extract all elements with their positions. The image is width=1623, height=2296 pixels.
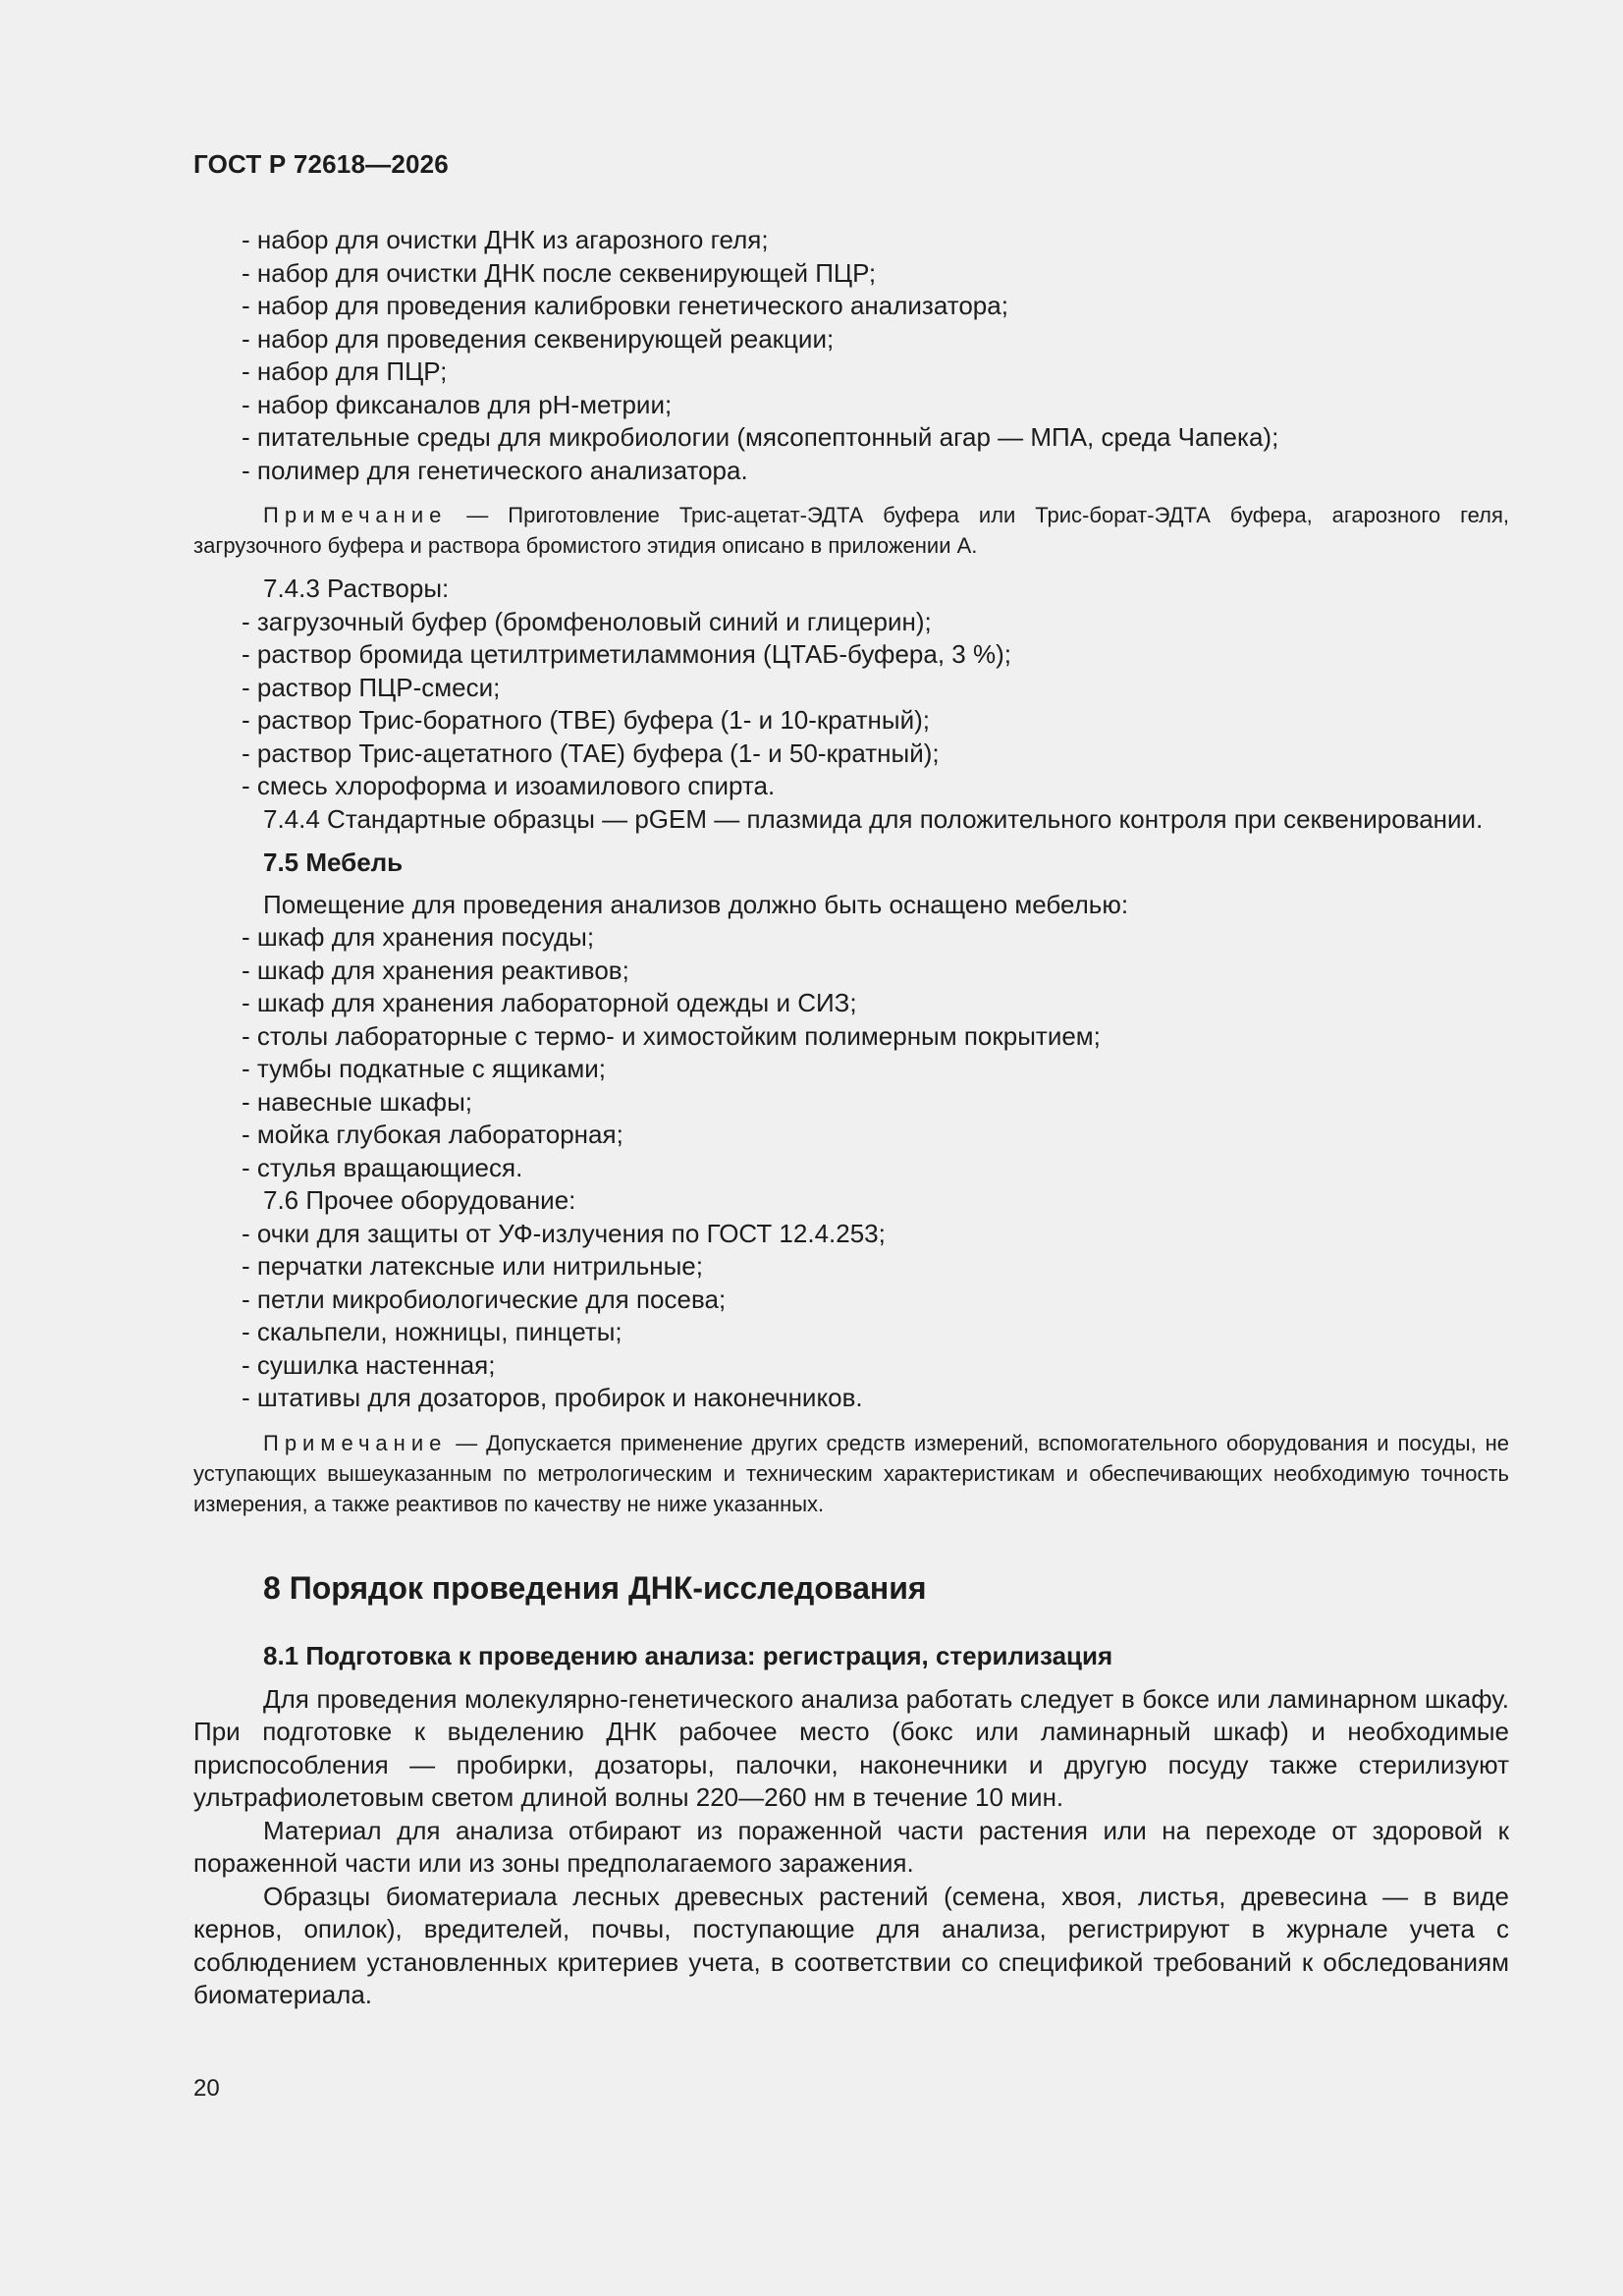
list-item: - полимер для генетического анализатора. xyxy=(242,455,748,485)
list-item: - набор для проведения секвенирующей реакции; xyxy=(242,323,835,354)
note-buffers xyxy=(193,500,1509,561)
note-dash: — xyxy=(447,503,509,527)
section-7-5-intro: Помещение для проведения анализов должно быть оснащено мебелью: xyxy=(263,889,1129,919)
list-item: - набор для очистки ДНК из агарозного геля; xyxy=(242,225,769,254)
list-item: - шкаф для хранения посуды; xyxy=(242,922,595,952)
list-item: - очки для защиты от УФ-излучения по ГОСТ 12.4.253; xyxy=(242,1218,886,1248)
section-8-1-heading: 8.1 Подготовка к проведению анализа: регистрация, стерилизация xyxy=(263,1641,1113,1670)
list-item: - питательные среды для микробиологии (мясопептонный агар — МПА, среда Чапека); xyxy=(242,422,1279,452)
note-dash: — xyxy=(447,1430,487,1455)
solutions-list xyxy=(193,606,1509,803)
document-header: ГОСТ Р 72618—2026 xyxy=(193,149,449,179)
section-7-5-heading: 7.5 Мебель xyxy=(263,847,404,877)
list-item: - набор для проведения калибровки генетического анализатора; xyxy=(242,291,1008,320)
list-item: - скальпели, ножницы, пинцеты; xyxy=(242,1317,622,1346)
list-item: - раствор ПЦР-смеси; xyxy=(242,672,501,702)
list-item: - петли микробиологические для посева; xyxy=(242,1284,727,1314)
list-item: - раствор Трис-боратного (ТВЕ) буфера (1- и 10-кратный); xyxy=(242,705,930,735)
list-item: - мойка глубокая лабораторная; xyxy=(242,1120,623,1149)
paragraph: Для проведения молекулярно-генетического анализа работать следует в боксе или ламинарном шкафу. При подготовке к выделению ДНК рабочее место (бокс или ламинарный шкаф) и необходимые приспособления — пробирки, дозаторы, палочки, наконечники и другую посуду также стерилизуют ультрафиолетовым светом длиной волны 220—260 нм в течение 10 мин. xyxy=(193,1683,1509,1812)
list-item: - набор для ПЦР; xyxy=(242,356,448,386)
list-item: - набор фиксаналов для рН-метрии; xyxy=(242,389,673,419)
list-item: - загрузочный буфер (бромфеноловый синий и глицерин); xyxy=(242,606,932,636)
note-label: Примечание xyxy=(263,503,448,527)
section-8-heading: 8 Порядок проведения ДНК-исследования xyxy=(263,1569,927,1606)
list-item: - штативы для дозаторов, пробирок и наконечников. xyxy=(242,1383,863,1412)
list-item: - сушилка настенная; xyxy=(242,1349,496,1380)
list-item: - шкаф для хранения реактивов; xyxy=(242,955,629,985)
note-text: Приготовление Трис-ацетат-ЭДТА буфера или Трис-борат-ЭДТА буфера, агарозного геля, загрузочного буфера и раствора бромистого этидия описано в приложении А. xyxy=(193,503,1509,558)
section-7-4-3-heading: 7.4.3 Растворы: xyxy=(263,574,450,603)
reagent-kit-list xyxy=(193,224,1509,487)
list-item: - перчатки латексные или нитрильные; xyxy=(242,1251,703,1281)
list-item: - навесные шкафы; xyxy=(242,1086,472,1117)
list-item: - шкаф для хранения лабораторной одежды и СИЗ; xyxy=(242,988,857,1017)
list-item: - тумбы подкатные с ящиками; xyxy=(242,1054,607,1083)
list-item: - стулья вращающиеся. xyxy=(242,1152,523,1182)
section-7-4-4-paragraph: 7.4.4 Стандартные образцы — pGEM — плазмида для положительного контроля при секвенировании. xyxy=(263,803,1484,834)
furniture-list xyxy=(193,921,1509,1184)
paragraph: Образцы биоматериала лесных древесных растений (семена, хвоя, листья, древесина — в виде кернов, опилок), вредителей, почвы, поступающие для анализа, регистрируют в журнале учета с соблюдением установленных критериев учета, в соответствии со спецификой требований к обследованиям биоматериала. xyxy=(193,1881,1509,2009)
paragraph: Материал для анализа отбирают из пораженной части растения или на переходе от здоровой к пораженной части или из зоны предполагаемого заражения. xyxy=(193,1815,1509,1878)
list-item: - раствор бромида цетилтриметиламмония (ЦТАБ-буфера, 3 %); xyxy=(242,639,1011,669)
list-item: - столы лабораторные с термо- и химостойким полимерным покрытием; xyxy=(242,1020,1101,1051)
list-item: - раствор Трис-ацетатного (ТАЕ) буфера (1- и 50-кратный); xyxy=(242,738,940,768)
note-label: Примечание xyxy=(263,1430,448,1455)
list-item: - смесь хлороформа и изоамилового спирта. xyxy=(242,771,776,800)
note-equipment xyxy=(193,1428,1509,1519)
section-7-6-heading: 7.6 Прочее оборудование: xyxy=(263,1185,576,1215)
note-text: Допускается применение других средств измерений, вспомогательного оборудования и посуды, не уступающих вышеуказанным по метрологическим и техническим характеристикам и обеспечивающих необходимую точность измерения, а также реактивов по качеству не ниже указанных. xyxy=(193,1430,1509,1516)
other-equipment-list xyxy=(193,1218,1509,1415)
document-body xyxy=(193,224,1509,2012)
list-item: - набор для очистки ДНК после секвенирующей ПЦР; xyxy=(242,257,877,288)
page-number: 20 xyxy=(193,2075,220,2102)
